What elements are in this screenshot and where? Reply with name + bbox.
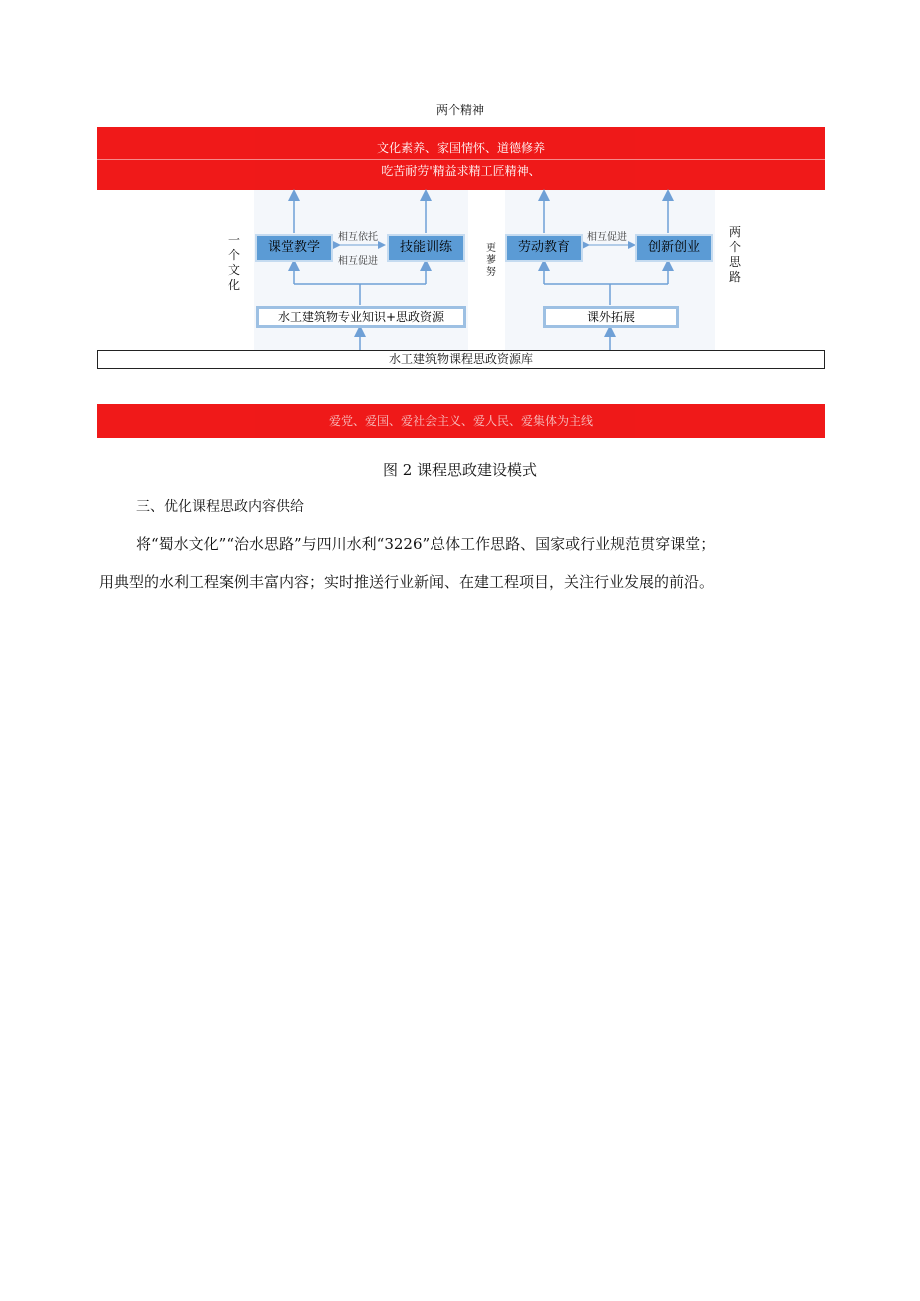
- resource-library-box: 水工建筑物课程思政资源库: [97, 350, 825, 369]
- right-pair-label: 相互促进: [587, 232, 627, 243]
- left-base-box: 水工建筑物专业知识+思政资源: [256, 306, 466, 328]
- paragraph-line-1: 将“蜀水文化”“治水思路”与四川水利“3226”总体工作思路、国家或行业规范贯穿课堂；: [136, 535, 716, 553]
- left-side-label: 一个文化: [227, 233, 240, 292]
- middle-label: 更蓼努: [486, 243, 496, 278]
- node-innovation: 创新创业: [635, 234, 713, 262]
- band-spirit: 吃苦耐劳'精益求精工匠精神、: [97, 160, 825, 190]
- node-skills-training: 技能训练: [387, 234, 465, 262]
- figure-caption: 图 2 课程思政建设模式: [382, 461, 538, 479]
- right-base-box: 课外拓展: [543, 306, 679, 328]
- section-heading: 三、优化课程思政内容供给: [136, 499, 304, 515]
- band-culture: 文化素养、家国情怀、道德修养: [97, 127, 825, 159]
- band-mainline: 爱党、爱国、爱社会主义、爱人民、爱集体为主线: [97, 404, 825, 438]
- node-labor-education: 劳动教育: [505, 234, 583, 262]
- left-pair-bottom-label: 相互促进: [338, 256, 378, 267]
- right-side-label: 两个思路: [728, 225, 741, 284]
- figure-top-title: 两个精神: [435, 103, 484, 117]
- node-classroom-teaching: 课堂教学: [255, 234, 333, 262]
- left-pair-top-label: 相互依托: [338, 232, 378, 243]
- paragraph-line-2: 用典型的水利工程案例丰富内容；实时推送行业新闻、在建工程项目，关注行业发展的前沿。: [99, 573, 715, 591]
